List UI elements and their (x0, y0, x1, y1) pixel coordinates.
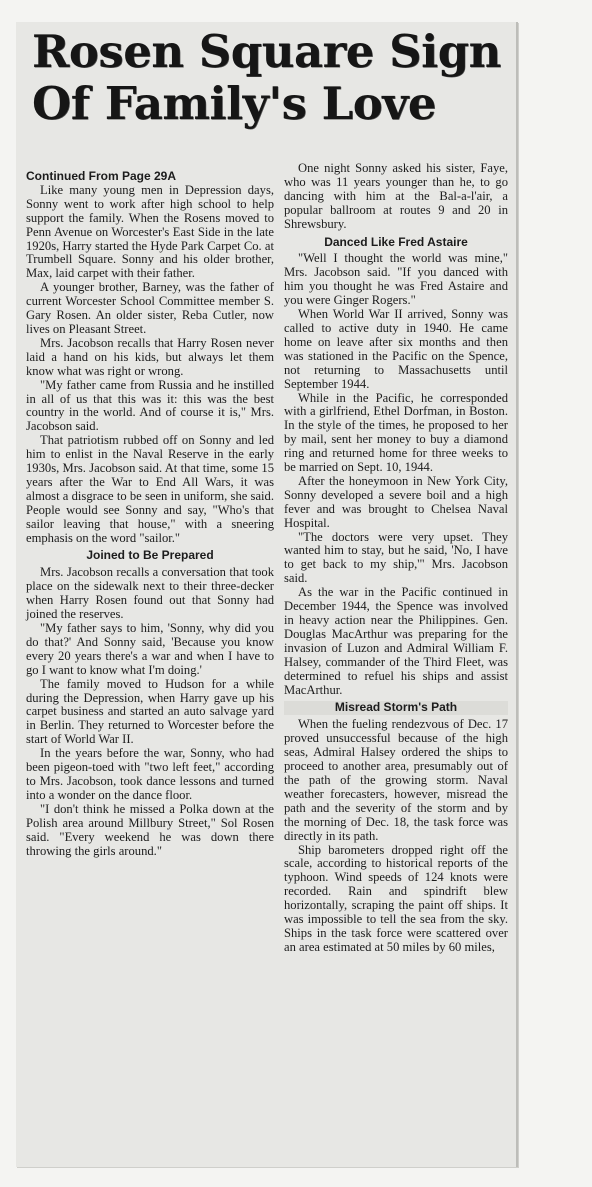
newspaper-clipping (16, 22, 518, 1167)
paragraph: The family moved to Hudson for a while during the Depression, when Harry gave up his carpet business and started an auto salvage yard in Berlin. They returned to Worcester before the start of World War II. (26, 676, 274, 747)
subhead-joined-to-be-prepared: Joined to Be Prepared (86, 548, 214, 563)
paragraph: Mrs. Jacobson recalls a conversation that took place on the sidewalk next to their three-decker when Harry Rosen found out that Sonny had joined the reserves. (26, 565, 274, 622)
headline-line-1: Rosen Square Sign (32, 25, 501, 78)
subhead-danced-like-fred-astaire: Danced Like Fred Astaire (324, 234, 468, 249)
paragraph: That patriotism rubbed off on Sonny and led him to enlist in the Naval Reserve in the early 1930s, Mrs. Jacobson said. At that time, some 15 years after the War to End All Wars, it was almost a disgrace to be seen in uniform, she said. People would see Sonny and say, "Who's that sailor leaving that house," with a sneering emphasis on the word "sailor." (26, 433, 274, 545)
paragraph: While in the Pacific, he corresponded with a girlfriend, Ethel Dorfman, in Boston. In the style of the times, he proposed to her by mail, sent her money to buy a diamond ring and returned home for three weeks to be married on Sept. 10, 1944. (284, 390, 508, 475)
paragraph: Ship barometers dropped right off the scale, according to historical reports of the typhoon. Wind speeds of 124 knots were recorded. Rain and spindrift blew horizontally, scraping the paint off ships. It was impossible to tell the sea from the sky. Ships in the task force were scattered over an area estimated at 50 miles by 60 miles, (284, 842, 508, 954)
paragraph: One night Sonny asked his sister, Faye, who was 11 years younger than he, to go dancing with him at the Bal-a-l'air, a popular ballroom at routes 9 and 20 in Shrewsbury. (284, 161, 508, 231)
continued-from-kicker: Continued From Page 29A (26, 169, 177, 183)
paragraph: When World War II arrived, Sonny was called to active duty in 1940. He came home on leave after six months and then was stationed in the Pacific on the Spence, not returning to Massachusetts until September 1944. (284, 307, 508, 391)
paragraph: In the years before the war, Sonny, who had been pigeon-toed with "two left feet," according to Mrs. Jacobson, took dance lessons and turned into a wonder on the dance floor. (26, 746, 274, 802)
paragraph: As the war in the Pacific continued in December 1944, the Spence was involved in heavy action near the Philippines. Gen. Douglas MacArthur was preparing for the invasion of Luzon and Admiral William F. Halsey, commander of the Third Fleet, was determined to refuel his ships and assist MacArthur. (284, 585, 508, 697)
paragraph: "I don't think he missed a Polka down at the Polish area around Millbury Street," Sol Rosen said. "Every weekend he was down there throwing the girls around." (26, 801, 274, 858)
headline (32, 26, 502, 130)
paragraph: After the honeymoon in New York City, Sonny developed a severe boil and a high fever and was brought to Chelsea Naval Hospital. (284, 473, 508, 530)
left-column (26, 170, 274, 858)
headline-line-2: Of Family's Love (32, 77, 437, 130)
paragraph: "The doctors were very upset. They wanted him to stay, but he said, 'No, I have to get back to my ship,'" Mrs. Jacobson said. (284, 529, 508, 586)
paragraph: When the fueling rendezvous of Dec. 17 proved unsuccessful because of the high seas, Admiral Halsey ordered the ships to proceed to another area, presumably out of the path of the growing storm. Naval weather forecasters, however, misread the path and the severity of the storm and by the morning of Dec. 18, the task force was directly in its path. (284, 717, 508, 843)
paragraph: "My father says to him, 'Sonny, why did you do that?' And Sonny said, 'Because you know every 20 years there's a war and when I have to go I want to know what I'm doing.' (26, 621, 274, 677)
paragraph: Mrs. Jacobson recalls that Harry Rosen never laid a hand on his kids, but always let them know what was right or wrong. (26, 335, 274, 378)
paragraph: Like many young men in Depression days, Sonny went to work after high school to help support the family. When the Rosens moved to Penn Avenue on Worcester's East Side in the late 1920s, Harry started the Hyde Park Carpet Co. at Trumbell Square. Sonny and his older brother, Max, laid carpet with their father. (26, 182, 274, 281)
paragraph: "Well I thought the world was mine," Mrs. Jacobson said. "If you danced with him you thought he was Fred Astaire and you were Ginger Rogers." (284, 251, 508, 308)
subhead-misread-storms-path: Misread Storm's Path (284, 701, 508, 715)
paragraph: "My father came from Russia and he instilled in all of us that this was it: this was the best country in the world. And of course it is," Mrs. Jacobson said. (26, 377, 274, 434)
right-column (284, 162, 508, 955)
paragraph: A younger brother, Barney, was the father of current Worcester School Committee member S. Gary Rosen. An older sister, Reba Cutler, now lives on Pleasant Street. (26, 280, 274, 336)
